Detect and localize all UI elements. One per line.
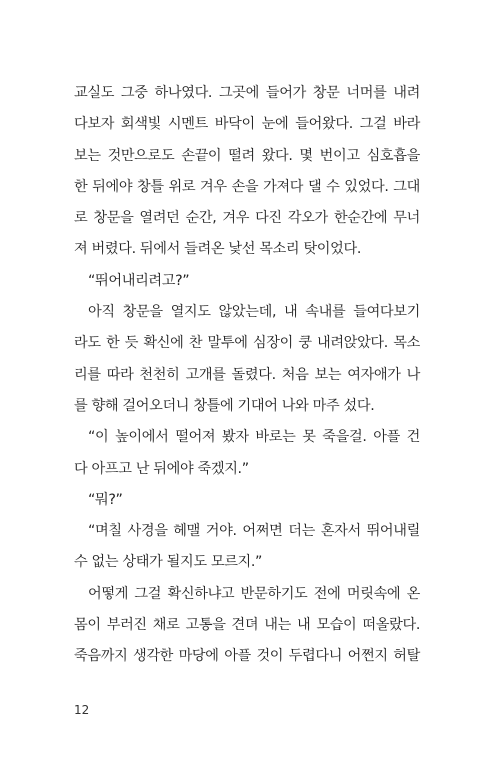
dialogue-line: “뭐?” (88, 491, 123, 508)
text-line: 다보자 회색빛 시멘트 바닥이 눈에 들어왔다. 그걸 바라 (74, 116, 420, 133)
dialogue-line: “뛰어내리려고?” (88, 272, 190, 289)
dialogue-line: “이 높이에서 떨어져 봤자 바로는 못 죽을걸. 아플 건 (88, 429, 420, 446)
text-line: 보는 것만으로도 손끝이 떨려 왔다. 몇 번이고 심호흡을 (74, 147, 420, 164)
dialogue-line: 다 아프고 난 뒤에야 죽겠지.” (74, 460, 249, 477)
text-line: 어떻게 그걸 확신하냐고 반문하기도 전에 머릿속에 온 (88, 585, 420, 602)
text-line: 몸이 부러진 채로 고통을 견뎌 내는 내 모습이 떠올랐다. (74, 617, 420, 634)
page-number: 12 (74, 703, 90, 717)
text-line: 교실도 그중 하나였다. 그곳에 들어가 창문 너머를 내려 (74, 85, 420, 101)
text-line: 리를 따라 천천히 고개를 돌렸다. 처음 보는 여자애가 나 (74, 366, 420, 383)
body-text (74, 78, 420, 673)
dialogue-line: 수 없는 상태가 될지도 모르지.” (74, 554, 263, 571)
dialogue-line: “며칠 사경을 헤맬 거야. 어쩌면 더는 혼자서 뛰어내릴 (88, 523, 420, 540)
text-line: 아직 창문을 열지도 않았는데, 내 속내를 들여다보기 (88, 304, 420, 321)
text-line: 죽음까지 생각한 마당에 아플 것이 두렵다니 어쩐지 허탈 (74, 648, 420, 665)
text-line: 라도 한 듯 확신에 찬 말투에 심장이 쿵 내려앉았다. 목소 (74, 335, 420, 352)
text-line: 로 창문을 열려던 순간, 겨우 다진 각오가 한순간에 무너 (74, 210, 420, 227)
text-line: 를 향해 걸어오더니 창틀에 기대어 나와 마주 섰다. (74, 397, 375, 414)
text-line: 져 버렸다. 뒤에서 들려온 낯선 목소리 탓이었다. (74, 241, 362, 258)
text-line: 한 뒤에야 창틀 위로 겨우 손을 가져다 댈 수 있었다. 그대 (74, 178, 420, 195)
